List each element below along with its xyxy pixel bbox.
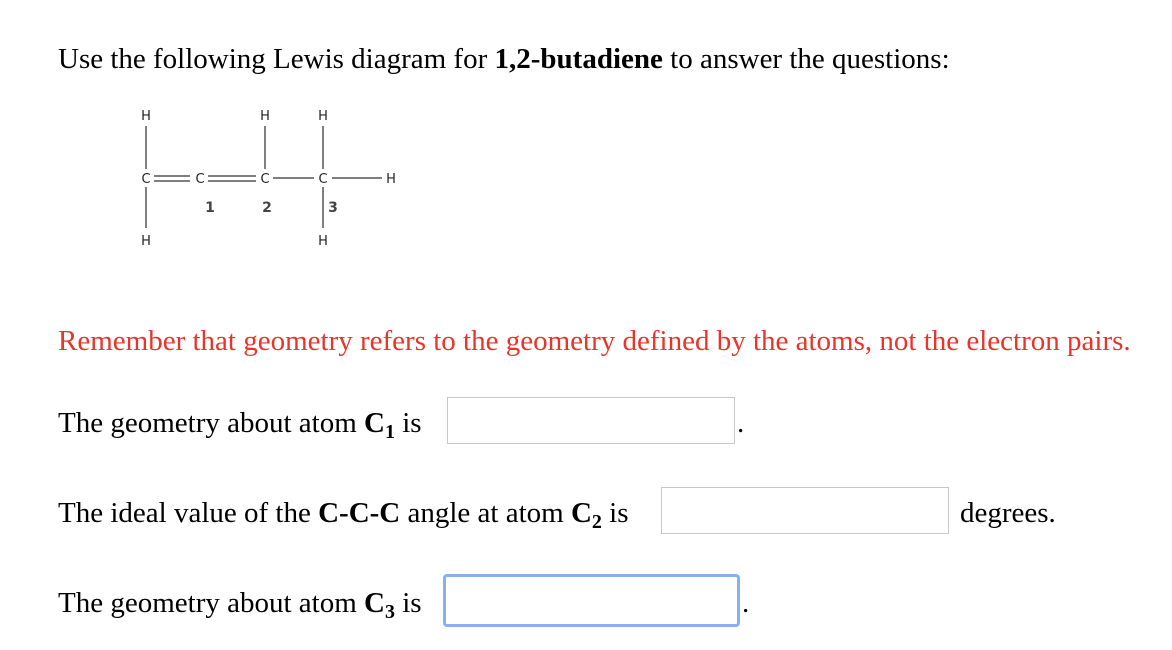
atom-h-right: H <box>386 172 396 187</box>
carbon-number-1: 1 <box>205 200 215 216</box>
q3-atom: C <box>364 587 385 619</box>
atom-c2: C <box>260 172 270 187</box>
carbon-number-3: 3 <box>328 200 338 216</box>
degrees-unit: degrees. <box>960 497 1056 529</box>
lewis-diagram <box>120 100 420 260</box>
atom-c1: C <box>195 172 205 187</box>
atom-h-bottom-c3: H <box>318 234 328 249</box>
reminder-text: Remember that geometry refers to the geometry defined by the atoms, not the electron pairs. <box>58 325 1131 357</box>
atom-h-top-left: H <box>141 109 151 124</box>
compound-name: 1,2-butadiene <box>494 43 663 75</box>
q1-atom: C <box>364 407 385 439</box>
intro-text <box>58 41 950 77</box>
q1-prefix: The geometry about atom <box>58 407 365 439</box>
intro-suffix: to answer the questions: <box>662 43 950 75</box>
answer-input-c1-geometry[interactable] <box>447 397 735 444</box>
question-1 <box>58 405 422 441</box>
atom-c-left: C <box>141 172 151 187</box>
q2-middle: angle at atom <box>400 497 571 529</box>
q3-suffix: is <box>394 587 422 619</box>
q1-suffix: is <box>394 407 422 439</box>
atom-h-top-c2: H <box>260 109 270 124</box>
answer-input-c3-geometry[interactable] <box>443 574 740 627</box>
q3-prefix: The geometry about atom <box>58 587 365 619</box>
question-3 <box>58 585 422 621</box>
atom-h-bottom-left: H <box>141 234 151 249</box>
q1-atom-sub: 1 <box>384 421 395 443</box>
q3-period: . <box>742 587 750 619</box>
q2-suffix: is <box>601 497 629 529</box>
q2-atom-sub: 2 <box>591 511 602 533</box>
atom-h-top-c3: H <box>318 109 328 124</box>
q2-atom: C <box>570 497 592 529</box>
answer-input-c2-angle[interactable] <box>661 487 949 534</box>
carbon-number-2: 2 <box>262 200 272 216</box>
q3-atom-sub: 3 <box>384 601 395 623</box>
q2-angle-label: C-C-C <box>318 497 401 529</box>
intro-prefix: Use the following Lewis diagram for <box>58 43 495 75</box>
question-2 <box>58 495 629 531</box>
q2-prefix: The ideal value of the <box>58 497 319 529</box>
q1-period: . <box>737 407 745 439</box>
atom-c3: C <box>318 172 328 187</box>
